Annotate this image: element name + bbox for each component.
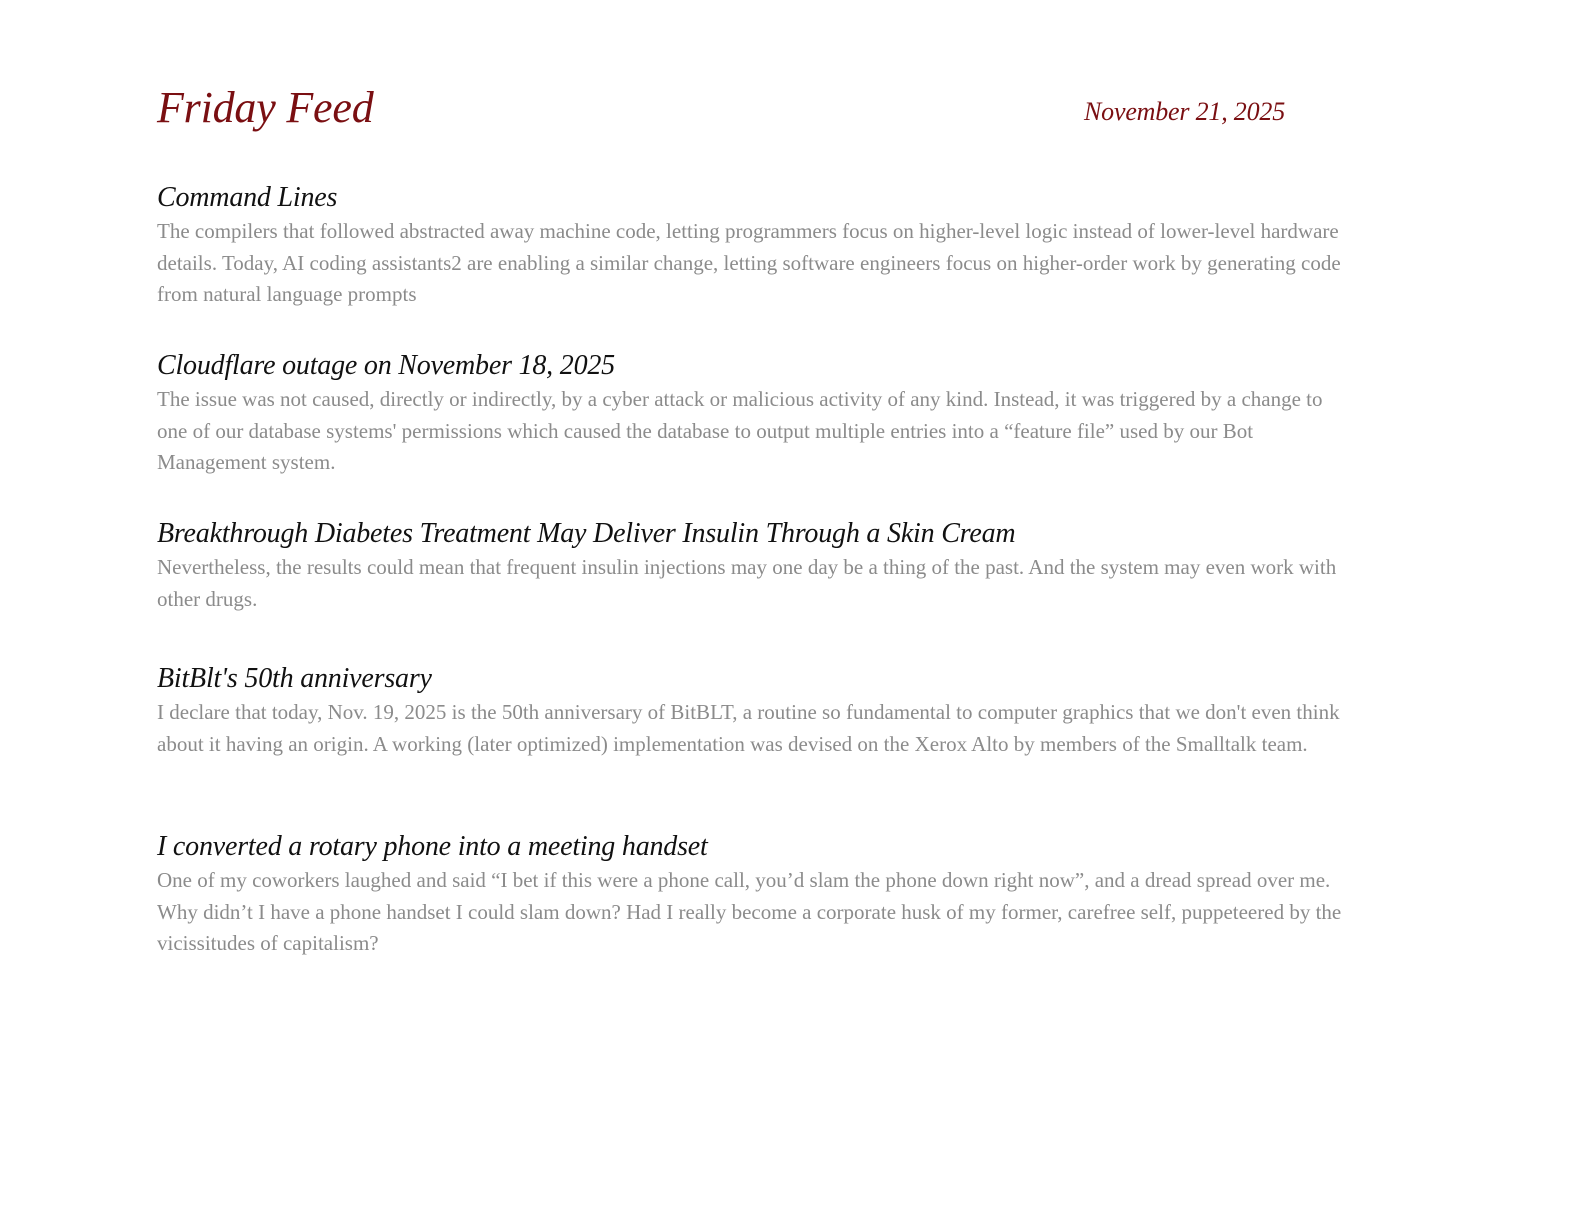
feed-item-title[interactable]: Command Lines — [157, 182, 338, 213]
feed-page — [157, 80, 1357, 956]
feed-item-excerpt: The issue was not caused, directly or indirectly, by a cyber attack or malicious activity of any kind. Instead, it was triggered by a change to one of our database systems' permissions which caused the database to output multiple entries into a “feature file” used by our Bot Management system. — [157, 387, 1323, 475]
feed-item — [157, 661, 1357, 829]
feed-item-title[interactable]: BitBlt's 50th anniversary — [157, 663, 432, 694]
feed-date: November 21, 2025 — [1084, 97, 1285, 126]
feed-list — [157, 180, 1357, 997]
feed-item — [157, 180, 1357, 348]
page-header — [157, 80, 1357, 140]
feed-item — [157, 516, 1357, 661]
feed-item-title[interactable]: Cloudflare outage on November 18, 2025 — [157, 350, 615, 381]
feed-item-excerpt: One of my coworkers laughed and said “I bet if this were a phone call, you’d slam the phone down right now”, and a dread spread over me. Why didn’t I have a phone handset I could slam down? Had I really become a corporate husk of my former, carefree self, puppeteered by the vicissitudes of capitalism? — [157, 868, 1342, 956]
feed-item-title[interactable]: I converted a rotary phone into a meeting handset — [157, 831, 708, 862]
page-title: Friday Feed — [157, 83, 374, 132]
feed-item-excerpt: I declare that today, Nov. 19, 2025 is the 50th anniversary of BitBLT, a routine so fundamental to computer graphics that we don't even think about it having an origin. A working (later optimized) implementation was devised on the Xerox Alto by members of the Smalltalk team. — [157, 700, 1340, 756]
feed-item — [157, 348, 1357, 516]
feed-item-excerpt: The compilers that followed abstracted away machine code, letting programmers focus on higher-level logic instead of lower-level hardware details. Today, AI coding assistants2 are enabling a similar change, letting software engineers focus on higher-order work by generating code from natural language prompts — [157, 219, 1341, 307]
feed-item-excerpt: Nevertheless, the results could mean that frequent insulin injections may one day be a thing of the past. And the system may even work with other drugs. — [157, 555, 1337, 611]
feed-item — [157, 829, 1357, 997]
feed-item-title[interactable]: Breakthrough Diabetes Treatment May Deliver Insulin Through a Skin Cream — [157, 518, 1016, 549]
